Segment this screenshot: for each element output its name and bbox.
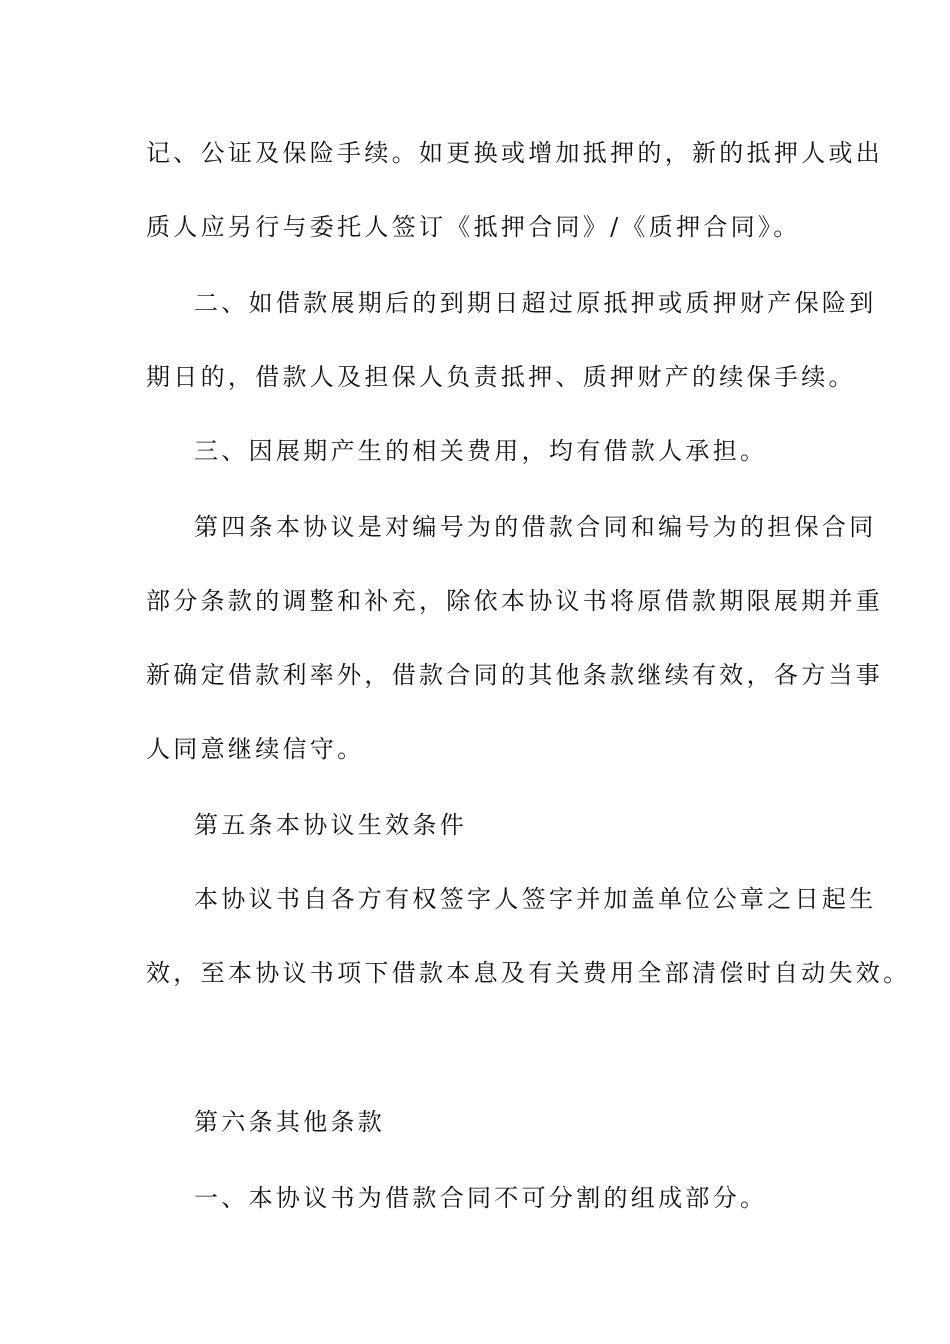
paragraph-first-line: 一、本协议书为借款合同不可分割的组成部分。 bbox=[194, 1184, 768, 1212]
text-line: 质人应另行与委托人签订《抵押合同》/《质押合同》。 bbox=[146, 213, 801, 241]
clause-heading: 第六条其他条款 bbox=[194, 1108, 386, 1136]
clause-heading: 第四条本协议是对编号为的借款合同和编号为的担保合同 bbox=[194, 513, 877, 541]
text-line: 新确定借款利率外，借款合同的其他条款继续有效，各方当事 bbox=[146, 661, 884, 689]
clause-heading: 第五条本协议生效条件 bbox=[194, 811, 467, 839]
paragraph-first-line: 三、因展期产生的相关费用，均有借款人承担。 bbox=[194, 437, 768, 465]
text-line: 期日的，借款人及担保人负责抵押、质押财产的续保手续。 bbox=[146, 363, 856, 391]
text-line: 效，至本协议书项下借款本息及有关费用全部清偿时自动失效。 bbox=[146, 959, 911, 987]
text-line: 记、公证及保险手续。如更换或增加抵押的，新的抵押人或出 bbox=[146, 139, 884, 167]
paragraph-first-line: 二、如借款展期后的到期日超过原抵押或质押财产保险到 bbox=[194, 289, 877, 317]
paragraph-first-line: 本协议书自各方有权签字人签字并加盖单位公章之日起生 bbox=[194, 885, 877, 913]
text-line: 部分条款的调整和补充，除依本协议书将原借款期限展期并重 bbox=[146, 587, 884, 615]
text-line: 人同意继续信守。 bbox=[146, 735, 365, 763]
